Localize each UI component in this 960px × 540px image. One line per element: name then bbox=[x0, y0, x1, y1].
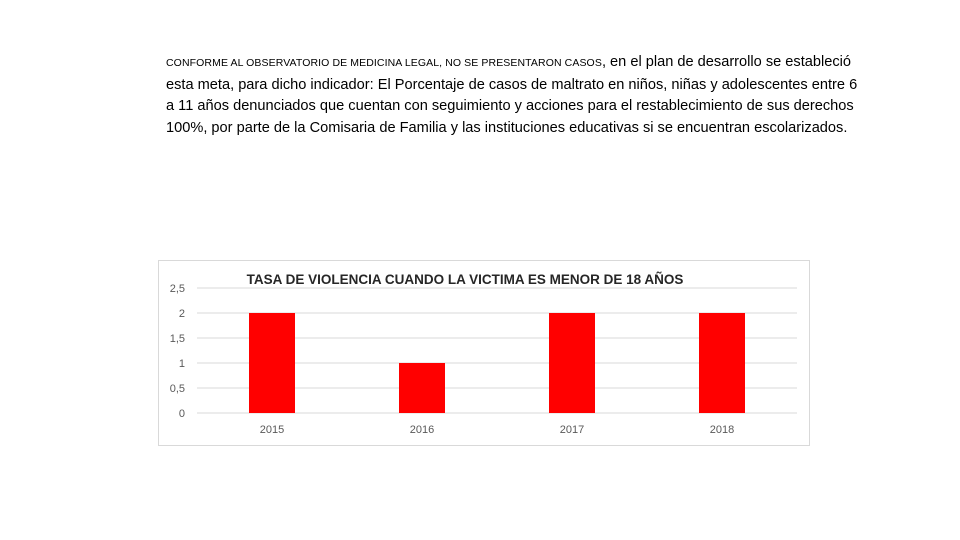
x-axis-ticks bbox=[260, 424, 734, 436]
y-tick-label: 1,5 bbox=[169, 333, 185, 345]
bar-2018 bbox=[699, 313, 745, 413]
chart-title: TASA DE VIOLENCIA CUANDO LA VICTIMA ES MENOR DE 18 AÑOS bbox=[246, 272, 684, 287]
y-tick-label: 1 bbox=[178, 358, 185, 370]
x-tick-label: 2016 bbox=[409, 424, 435, 436]
bar-2015 bbox=[249, 313, 295, 413]
bar-chart bbox=[159, 261, 811, 447]
x-tick-label: 2018 bbox=[709, 424, 735, 436]
bar-2016 bbox=[399, 363, 445, 413]
intro-caps-text: CONFORME AL OBSERVATORIO DE MEDICINA LEGAL, NO SE PRESENTARON CASOS bbox=[166, 57, 602, 69]
intro-paragraph bbox=[166, 52, 866, 139]
x-tick-label: 2017 bbox=[559, 424, 585, 436]
chart-frame bbox=[158, 260, 810, 446]
bar-2017 bbox=[549, 313, 595, 413]
y-tick-label: 2 bbox=[178, 308, 185, 320]
y-tick-label: 0,5 bbox=[169, 383, 185, 395]
y-tick-label: 0 bbox=[178, 408, 185, 420]
x-tick-label: 2015 bbox=[259, 424, 285, 436]
y-axis-ticks bbox=[170, 283, 185, 420]
y-tick-label: 2,5 bbox=[169, 283, 185, 295]
intro-body-text: , en el plan de desarrollo se estableció esta meta, para dicho indicador: El Porcentaje de casos de maltrato en niños, niñas y adolescentes entre 6 a 11 años denunciados que cuentan con seguimiento y acciones para el restablecimiento de sus derechos 100%, por parte de la Comisaria de Familia y las instituciones educativas si se encuentran escolarizados. bbox=[166, 54, 858, 136]
